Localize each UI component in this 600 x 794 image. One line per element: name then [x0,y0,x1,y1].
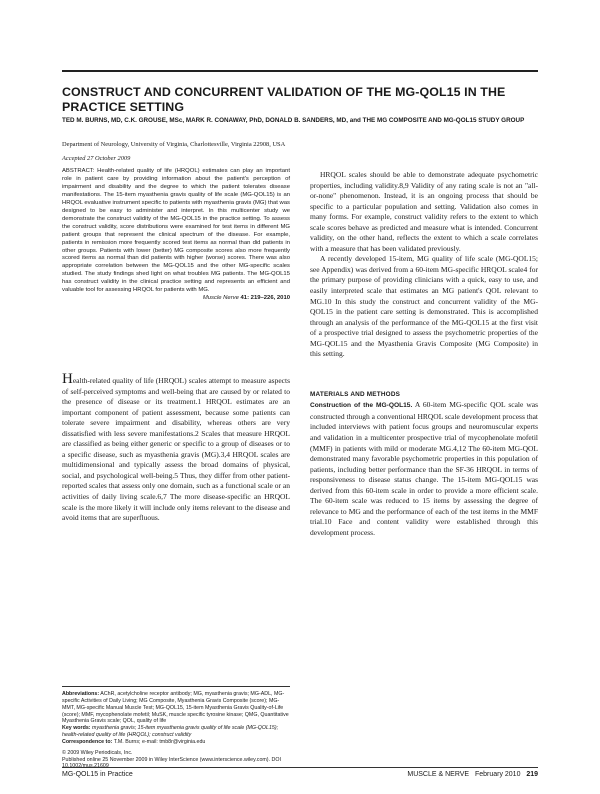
construction-paragraph [310,400,538,538]
keywords-label: Key words: [62,725,91,732]
page-number: 219 [526,771,538,778]
run-in-heading: Construction of the MG-QOL15. [310,402,413,410]
correspondence [62,739,290,746]
abstract-journal: Muscle Nerve [202,295,239,302]
abstract-text: ABSTRACT: Health-related quality of life (HRQOL) estimates can play an important role in patient care by providing information about the patient's perception of impairment and disability and the degree to which the patient tolerates disease manifestations. The 15-item myasthenia gravis quality of life scale (MG-QOL15) is an HRQOL evaluative instrument specific to patients with myasthenia gravis (MG) that was designed to be easy to administer and interpret. In this multicenter study we demonstrate the construct validity of the MG-QOL15 in the practice setting. To assess the construct validity, score distributions were examined for test items in different MG patient groups that represent the clinical spectrum of the disease. For example, patients in remission more frequently scored test items as normal than did patients in other groups. Patients with lower (better) MG composite scores also more frequently scored items as normal than did patients with higher (worse) scores. There was also appropriate correlation between the MG-QOL15 and the other MG-specific scales studied. The study findings shed light on what troubles MG patients. The MG-QOL15 has construct validity in the clinical practice setting and represents an efficient and valuable tool for assessing HRQOL for patients with MG. [62,168,290,294]
correspondence-label: Correspondence to: [62,738,113,745]
keywords [62,725,290,739]
article-title: CONSTRUCT AND CONCURRENT VALIDATION OF THE MG-QOL15 IN THE PRACTICE SETTING [62,85,506,114]
right-column [310,170,538,539]
abstract-volume: 41: 219–226, 2010 [240,295,290,302]
drop-cap: H [62,371,73,387]
publication-info: Published online 25 November 2009 in Wiley InterScience (www.interscience.wiley.com). DOI [62,756,281,763]
abstract-citation [62,295,290,303]
left-column [62,371,290,524]
mgqol15-paragraph: A recently developed 15-item, MG quality of life scale (MG-QOL15; see Appendix) was derived from a 60-item MG-specific HRQOL scale4 for the primary purpose of providing clinicians with a quick, easy to use, and easily interpreted scale that estimates an MG patient's QOL relevant to MG.10 In this study the construct and concurrent validity of the MG-QOL15 in the patient care setting is demonstrated. This is accomplished through an analysis of the performance of the MG-QOL15 at the first visit of a prospective trial designed to assess the psychometric properties of the MG-QOL15 and the Myasthenia Gravis Composite (MG Composite) in this setting. [310,254,538,359]
footer-rule [62,767,538,768]
affiliation: Department of Neurology, University of Virginia, Charlottesville, Virginia 22908, USA [62,141,286,148]
section-heading: MATERIALS AND METHODS [310,390,401,398]
footer-journal: MUSCLE & NERVE [407,771,470,778]
validity-paragraph: HRQOL scales should be able to demonstrate adequate psychometric properties, including validity.8,9 Validity of any rating scale is not an "all-or-none" phenomenon. Instead, it is an ongoing process that should be specific to a particular population and setting. Validation also comes in many forms. For example, construct validity refers to the extent to which scale scores behave as predicted and measure what is intended. Concurrent validity, on the other hand, reflects the extent to which a scale correlates with a measure that has been validated previously. [310,170,538,253]
intro-text: ealth-related quality of life (HRQOL) scales attempt to measure aspects of self-perceived symptoms and well-being that are caused by or related to the presence of disease or its treatment.1 HRQOL estimates are an important component of patient assessment, because some patients can tolerate severe impairment and disability, whereas others are very dissatisfied with less severe manifestations.2 Scales that measure HRQOL are classified as being either generic or specific to a group of diseases or to a specific disease, such as myasthenia gravis (MG).3,4 HRQOL scales are multidimensional and typically assess the broad domains of physical, social, and psychological well-being.5 Thus, they differ from other patient-reported scales that assess only one domain, such as a functional scale or an activities of daily living scale.6,7 The more disease-specific an HRQOL scale is the more likely it will include only items relevant to the disease and avoid items that are superfluous. [62,376,290,523]
abbreviations [62,691,290,725]
top-rule [62,70,538,72]
intro-paragraph [62,371,290,524]
footnote-rule [62,686,290,687]
running-footer-left: MG-QOL15 in Practice [62,771,133,778]
running-footer-right [407,771,538,778]
copyright: © 2009 Wiley Periodicals, Inc. [62,749,133,756]
footnotes [62,691,290,770]
abstract [62,168,290,303]
footer-date: February 2010 [474,771,521,778]
author-list: TED M. BURNS, MD, C.K. GROUSE, MSc, MARK R. CONAWAY, PhD, DONALD B. SANDERS, MD, and THE MG COMPOSITE AND MG-QOL15 STUDY GROUP [62,117,525,124]
abbreviations-label: Abbreviations: [62,691,100,697]
accepted-date: Accepted 27 October 2009 [62,155,131,162]
keywords-text: myasthenia gravis; 15-item myasthenia gravis quality of life scale (MG-QOL15); health-related quality of life (HRQOL); construct validity [62,725,279,739]
abbreviations-text: AChR, acetylcholine receptor antibody; MG, myasthenia gravis; MG-ADL, MG-specific Activities of Daily Living; MG Composite, Myasthenia Gravis Composite (score); MG-MMT, MG-specific Manual Muscle Test; MG-QOL15, 15-item Myasthenia Gravis Quality-of-Life (score); MMF, mycophenolate mofetil; MuSK, muscle specific tyrosine kinase; QMG, Quantitative Myasthenia Gravis scale; QOL, quality of life [62,691,289,725]
correspondence-text: T.M. Burns; e-mail: tmb8r@virginia.edu [113,738,206,745]
construction-text: A 60-item MG-specific QOL scale was constructed through a conventional HRQOL scale development process that included interviews with patient focus groups and neuromuscular experts and validation in a multicenter prospective trial of mycophenolate mofetil (MMF) in patients with mild or moderate MG.4,12 The 60-item MG-QOL demonstrated many favorable psychometric properties in this population of patients, including better performance than the SF-36 HRQOL in terms of responsiveness to disease status change. The 15-item MG-QOL15 was derived from this 60-item scale in order to provide a more efficient scale. The 60-item scale was reduced to 15 items by assessing the degree of relevance to MG and the performance of each of the test items in the MMF trial.10 Face and content validity were established through this development process. [310,400,538,537]
